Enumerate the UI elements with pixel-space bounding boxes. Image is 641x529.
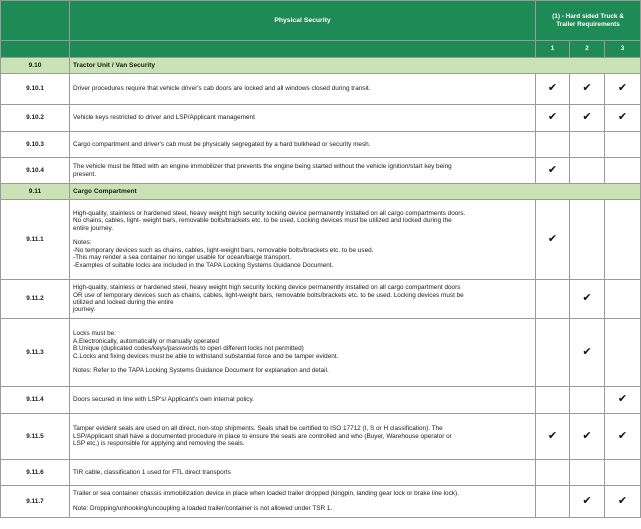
level-3-cell <box>605 158 641 184</box>
level-3-cell <box>605 74 641 105</box>
requirement-text <box>70 319 536 387</box>
level-1-cell <box>536 387 570 414</box>
requirement-text-line: Cargo compartment and driver's cab must be physically segregated by a hard bulkhead or security mesh. <box>73 140 371 148</box>
requirement-text-line: High-quality, stainless or hardened steel, heavy weight high security locking device permanently installed on all cargo compartment doors <box>73 284 461 292</box>
requirement-text-line: Notes: Refer to the TAPA Locking Systems Guidance Document for explanation and detail. <box>73 367 329 375</box>
check-mark-icon: ✔ <box>617 494 628 507</box>
requirement-text <box>70 74 536 105</box>
requirement-text-line: A.Electronically, automatically or manually operated <box>73 337 219 345</box>
section-row <box>1 184 641 200</box>
requirement-text-line: TIR cable, classification 1 used for FTL direct transports <box>73 468 231 476</box>
requirement-row <box>1 105 641 132</box>
requirement-text-line: High-quality, stainless or hardened steel, heavy weight high security locking device permanently installed on all cargo compartments doors. <box>73 209 466 217</box>
check-mark-icon: ✔ <box>617 111 628 124</box>
check-mark-icon: ✔ <box>547 111 558 124</box>
level-2-cell <box>570 280 605 319</box>
requirement-text <box>70 486 536 518</box>
check-mark-icon: ✔ <box>547 163 558 176</box>
level-3: 3 <box>605 41 641 58</box>
level-2-cell <box>570 414 605 460</box>
requirement-text-gap <box>73 232 532 239</box>
level-2-cell <box>570 319 605 387</box>
check-mark-icon: ✔ <box>617 82 628 95</box>
level-3-cell <box>605 200 641 280</box>
requirement-code: 9.10.2 <box>1 105 70 132</box>
requirement-row <box>1 319 641 387</box>
section-code: 9.11 <box>1 184 70 200</box>
level-1-cell <box>536 460 570 486</box>
level-1: 1 <box>536 41 570 58</box>
requirement-code: 9.10.1 <box>1 74 70 105</box>
requirement-text-line: Doors secured in line with LSP's/ Applicant's own internal policy. <box>73 396 254 404</box>
level-1-cell <box>536 105 570 132</box>
requirement-row <box>1 280 641 319</box>
requirement-text-line: Notes: <box>73 239 92 247</box>
requirement-row <box>1 132 641 158</box>
level-2-cell <box>570 158 605 184</box>
level-3-cell <box>605 460 641 486</box>
requirement-code: 9.11.5 <box>1 414 70 460</box>
requirement-code: 9.11.4 <box>1 387 70 414</box>
header-requirements-line-2: Trailer Requirements <box>556 20 620 28</box>
requirement-row <box>1 387 641 414</box>
check-mark-icon: ✔ <box>582 111 592 124</box>
level-3-cell <box>605 319 641 387</box>
requirement-text-line: Trailer or sea container chassis immobilization device in place when loaded trailer dropped (kingpin, landing gear lock or brake line lock). <box>73 490 459 498</box>
level-3-cell <box>605 132 641 158</box>
requirement-row <box>1 414 641 460</box>
requirement-text <box>70 105 536 132</box>
requirement-text-line: utilized and locked during the entire <box>73 299 174 306</box>
requirement-text <box>70 280 536 319</box>
requirement-text-line: -Examples of suitable locks are included in the TAPA Locking Systems Guidance Document. <box>73 261 334 269</box>
requirement-text <box>70 132 536 158</box>
section-title: Tractor Unit / Van Security <box>70 58 641 74</box>
requirement-text-line: C.Locks and fixing devices must be able to withstand substantial force and be tamper evident. <box>73 352 339 360</box>
requirement-text-line: No chains, cables, light- weight bars, removable bolts/brackets etc. to be used. Locking devices must be utilized and locked during the <box>73 217 452 225</box>
level-3-cell <box>605 414 641 460</box>
level-blank-cell <box>1 41 70 58</box>
level-1-cell <box>536 486 570 518</box>
requirement-code: 9.11.3 <box>1 319 70 387</box>
requirement-text-line: LSP/Applicant shall have a documented procedure in place to ensure the seals are controlled and who (Buyer, Warehouse operator or <box>73 432 452 440</box>
check-mark-icon: ✔ <box>582 292 592 305</box>
requirement-text-line: Note: Dropping/unhooking/uncoupling a loaded trailer/container is not allowed under TSR 1. <box>73 505 333 513</box>
header-requirements-line-1: (1) - Hard sided Truck & <box>552 12 624 20</box>
requirement-text <box>70 414 536 460</box>
level-2-cell <box>570 387 605 414</box>
level-1-cell <box>536 200 570 280</box>
requirement-row <box>1 460 641 486</box>
requirement-text-line: Driver procedures require that vehicle driver's cab doors are locked and all windows closed during transit. <box>73 85 371 93</box>
requirement-row <box>1 74 641 105</box>
requirement-text-line: The vehicle must be fitted with an engine immobilizer that prevents the engine being started without the vehicle ignition/start key being <box>73 163 452 171</box>
requirement-text <box>70 387 536 414</box>
header-requirements <box>536 1 641 41</box>
requirement-text-line: B.Unique (duplicated codes/keys/passwords to open different locks not permitted) <box>73 345 304 353</box>
requirement-text-line: Vehicle keys restricted to driver and LSP/Applicant management <box>73 114 255 122</box>
requirement-code: 9.10.3 <box>1 132 70 158</box>
check-mark-icon: ✔ <box>582 82 592 95</box>
level-2-cell <box>570 74 605 105</box>
requirement-code: 9.11.2 <box>1 280 70 319</box>
requirement-code: 9.10.4 <box>1 158 70 184</box>
level-2-cell <box>570 132 605 158</box>
requirement-code: 9.11.6 <box>1 460 70 486</box>
check-mark-icon: ✔ <box>582 494 592 507</box>
requirement-row <box>1 158 641 184</box>
level-3-cell <box>605 387 641 414</box>
requirement-text-line: journey. <box>73 306 96 314</box>
check-mark-icon: ✔ <box>582 345 592 358</box>
requirement-row <box>1 486 641 518</box>
requirement-code: 9.11.1 <box>1 200 70 280</box>
check-mark-icon: ✔ <box>582 429 592 442</box>
requirement-text <box>70 200 536 280</box>
level-1-cell <box>536 132 570 158</box>
section-code: 9.10 <box>1 58 70 74</box>
requirement-text-line: LSP etc.) is responsible for applying and removing the seals. <box>73 440 245 448</box>
level-2-cell <box>570 105 605 132</box>
check-mark-icon: ✔ <box>547 82 558 95</box>
level-1-cell <box>536 158 570 184</box>
requirement-row <box>1 200 641 280</box>
level-1-cell <box>536 280 570 319</box>
header-title: Physical Security <box>70 1 536 41</box>
level-1-cell <box>536 74 570 105</box>
level-1-cell <box>536 319 570 387</box>
requirement-code: 9.11.7 <box>1 486 70 518</box>
header-blank-cell <box>1 1 70 41</box>
requirement-text-line: Tamper evident seals are used on all direct, non-stop shipments. Seals shall be certified to ISO 17712 (I, S or H classification). The <box>73 425 443 433</box>
requirement-text-line: entire journey. <box>73 224 114 232</box>
requirement-text-line: present. <box>73 170 97 178</box>
check-mark-icon: ✔ <box>617 429 628 442</box>
requirement-text-line: -This may render a sea container no longer usable for ocean/barge transport. <box>73 254 292 262</box>
requirement-text-gap <box>73 498 532 505</box>
level-2-cell <box>570 200 605 280</box>
level-2: 2 <box>570 41 605 58</box>
header-row <box>1 1 641 41</box>
requirement-text <box>70 460 536 486</box>
section-title: Cargo Compartment <box>70 184 641 200</box>
check-mark-icon: ✔ <box>547 429 558 442</box>
check-mark-icon: ✔ <box>547 232 558 245</box>
level-blank-desc <box>70 41 536 58</box>
section-row <box>1 58 641 74</box>
requirement-text <box>70 158 536 184</box>
requirement-text-gap <box>73 360 532 367</box>
level-2-cell <box>570 460 605 486</box>
requirement-text-line: OR use of temporary devices such as chains, cables, light-weight bars, removable bolts/brackets etc. to be used. Locking devices must be <box>73 291 464 299</box>
level-row <box>1 41 641 58</box>
level-3-cell <box>605 280 641 319</box>
level-1-cell <box>536 414 570 460</box>
requirement-text-line: Locks must be: <box>73 330 116 338</box>
level-3-cell <box>605 105 641 132</box>
check-mark-icon: ✔ <box>617 393 628 406</box>
requirement-text-line: -No temporary devices such as chains, cables, light-weight bars, removable bolts/brackets etc. to be used. <box>73 246 374 254</box>
level-2-cell <box>570 486 605 518</box>
level-3-cell <box>605 486 641 518</box>
